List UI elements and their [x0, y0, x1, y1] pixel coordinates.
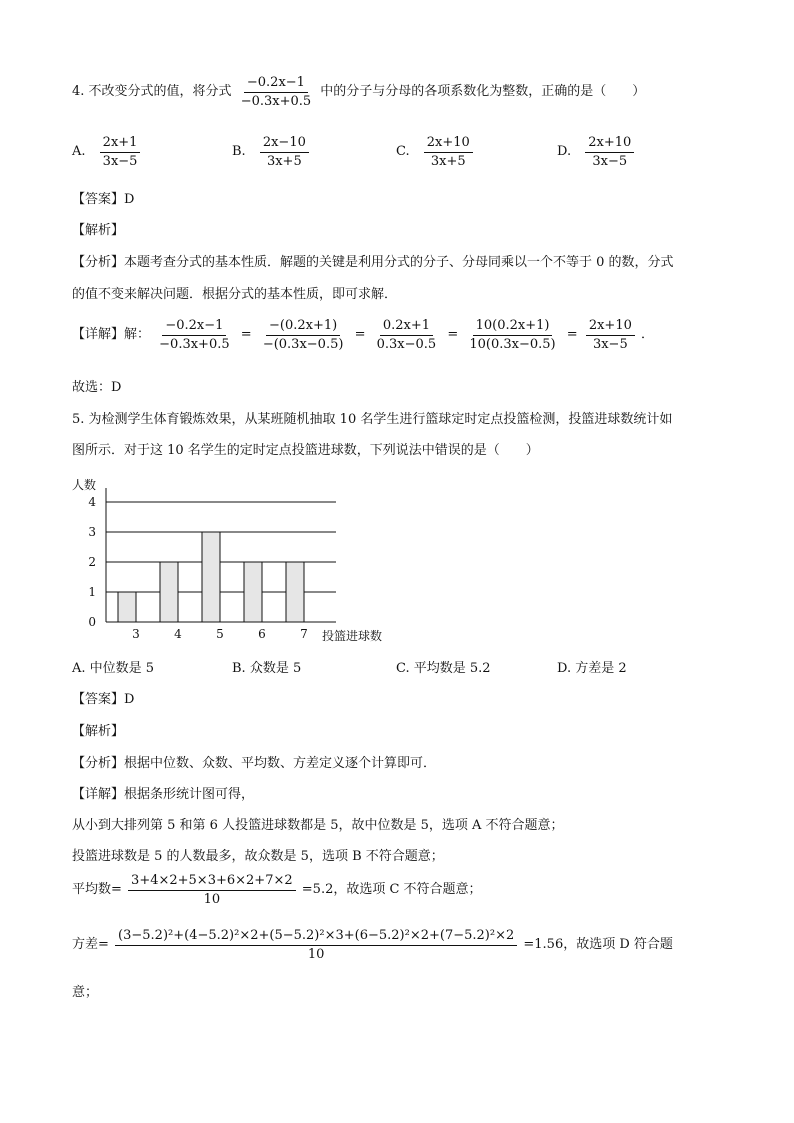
- bar-5: [202, 532, 220, 622]
- q4-step-4: [466, 318, 558, 354]
- q5-var-den: 10: [307, 947, 325, 963]
- q4-option-d-label: D.: [557, 144, 572, 160]
- q4-detail: [72, 318, 654, 354]
- q5-option-b-text: 众数是 5: [249, 661, 302, 676]
- q4-step-3-num: 0.2x+1: [380, 318, 433, 336]
- q4-option-d-den: 3x−5: [592, 154, 628, 170]
- q4-option-b-den: 3x+5: [266, 154, 302, 170]
- q4-option-c-num: 2x+10: [424, 135, 473, 153]
- q5-mean-line: [72, 873, 482, 909]
- q4-option-d: [557, 135, 636, 171]
- q4-step-5: [586, 318, 635, 354]
- q4-fenxi-line2: 的值不变来解决问题．根据分式的基本性质，即可求解．: [72, 287, 398, 302]
- q5-option-b-label: B.: [232, 661, 246, 676]
- q4-step-1-num: −0.2x−1: [162, 318, 226, 336]
- q4-option-c-frac: [424, 135, 473, 171]
- q5-mean-num: 3+4×2+5×3+6×2+7×2: [128, 873, 296, 891]
- q4-stem: [72, 75, 645, 111]
- q5-option-a: [72, 661, 154, 678]
- q4-option-d-num: 2x+10: [585, 135, 634, 153]
- q4-answer: 【答案】D: [72, 192, 135, 207]
- q5-answer: 【答案】D: [72, 692, 135, 707]
- q5-var-result: =1.56，故选项 D 符合题: [523, 937, 673, 953]
- q5-var-tail: 意；: [72, 985, 99, 1000]
- q4-option-b-frac: [260, 135, 309, 171]
- q4-option-b: [232, 135, 311, 171]
- q5-mean-result: =5.2，故选项 C 不符合题意；: [301, 882, 482, 898]
- q4-step-1-den: −0.3x+0.5: [159, 337, 230, 353]
- bar-6: [244, 562, 262, 622]
- x-tick-label: 5: [216, 627, 224, 641]
- q5-stem-line1: 5. 为检测学生体育锻炼效果，从某班随机抽取 10 名学生进行篮球定时定点投篮检测，投篮进球数统计如: [72, 412, 673, 427]
- q5-option-c-text: 平均数是 5.2: [413, 661, 491, 676]
- q4-fenxi-line1: 【分析】本题考查分式的基本性质．解题的关键是利用分式的分子、分母同乘以一个不等于 0 的数，分式: [72, 255, 674, 270]
- q5-mean-den: 10: [203, 892, 221, 908]
- q5-option-d-label: D.: [557, 661, 572, 676]
- q4-step-5-num: 2x+10: [586, 318, 635, 336]
- q4-detail-label: 【详解】解：: [72, 327, 151, 343]
- q5-option-a-label: A.: [72, 661, 86, 676]
- q4-step-3: [374, 318, 440, 354]
- q4-stem-frac-num: −0.2x−1: [244, 75, 308, 93]
- y-axis-title: 人数: [72, 478, 97, 492]
- y-tick-label: 1: [88, 585, 96, 599]
- x-tick-label: 3: [132, 627, 140, 641]
- q5-detail-line2: 从小到大排列第 5 和第 6 人投篮进球数都是 5，故中位数是 5，选项 A 不符合题意；: [72, 818, 564, 833]
- q5-fenxi: 【分析】根据中位数、众数、平均数、方差定义逐个计算即可．: [72, 756, 437, 771]
- q4-step-4-num: 10(0.2x+1): [473, 318, 553, 336]
- q5-option-d: [557, 661, 627, 678]
- q4-option-c: [396, 135, 475, 171]
- equals-sign: =: [354, 327, 366, 343]
- q5-variance-line: [72, 928, 673, 964]
- equals-sign: =: [447, 327, 459, 343]
- q5-option-c-label: C.: [396, 661, 410, 676]
- q4-option-a-label: A.: [72, 144, 86, 160]
- q4-option-a-num: 2x+1: [100, 135, 141, 153]
- q5-option-d-text: 方差是 2: [575, 661, 627, 676]
- q5-option-b: [232, 661, 301, 678]
- q5-jiexi: 【解析】: [72, 724, 125, 739]
- q4-step-3-den: 0.3x−0.5: [376, 337, 437, 353]
- q4-end-dot: ．: [641, 327, 655, 343]
- q4-option-a-den: 3x−5: [102, 154, 138, 170]
- q5-detail-line1: 【详解】根据条形统计图可得，: [72, 787, 255, 802]
- q5-var-num: (3−5.2)²+(4−5.2)²×2+(5−5.2)²×3+(6−5.2)²×2+(7−5.2)²×2: [115, 928, 517, 946]
- q4-jiexi: 【解析】: [72, 223, 125, 238]
- q5-mean-label: 平均数=: [72, 882, 122, 898]
- x-axis-title: 投篮进球数: [322, 629, 383, 643]
- q4-prefix: 4. 不改变分式的值，将分式: [72, 84, 232, 100]
- q4-option-a: [72, 135, 142, 171]
- q4-step-1: [156, 318, 232, 354]
- bar-chart: [60, 472, 410, 652]
- q4-suffix: 中的分子与分母的各项系数化为整数，正确的是（ ）: [320, 84, 646, 100]
- q4-option-c-den: 3x+5: [430, 154, 466, 170]
- q4-step-2-den: −(0.3x−0.5): [262, 337, 344, 353]
- x-tick-label: 4: [174, 627, 182, 641]
- q4-step-2: [260, 318, 347, 354]
- q5-option-c: [396, 661, 491, 678]
- q4-guxuan: 故选：D: [72, 380, 122, 395]
- q5-var-label: 方差=: [72, 937, 109, 953]
- q5-mean-fraction: [128, 873, 296, 909]
- q5-var-fraction: [115, 928, 517, 964]
- y-tick-label: 0: [88, 615, 96, 629]
- bar-4: [160, 562, 178, 622]
- equals-sign: =: [566, 327, 578, 343]
- y-tick-label: 3: [88, 525, 96, 539]
- x-tick-label: 6: [258, 627, 266, 641]
- q4-step-4-den: 10(0.3x−0.5): [469, 337, 556, 353]
- y-tick-label: 2: [88, 555, 96, 569]
- q4-option-a-frac: [100, 135, 141, 171]
- q5-option-a-text: 中位数是 5: [89, 661, 155, 676]
- q4-option-d-frac: [585, 135, 634, 171]
- bar-7: [286, 562, 304, 622]
- q5-stem-line2: 图所示．对于这 10 名学生的定时定点投篮进球数，下列说法中错误的是（ ）: [72, 443, 539, 458]
- q4-option-b-num: 2x−10: [260, 135, 309, 153]
- q4-option-c-label: C.: [396, 144, 410, 160]
- q4-step-2-num: −(0.2x+1): [266, 318, 340, 336]
- q4-stem-frac-den: −0.3x+0.5: [240, 94, 312, 110]
- x-tick-label: 7: [300, 627, 308, 641]
- equals-sign: =: [240, 327, 252, 343]
- y-tick-label: 4: [88, 495, 96, 509]
- q5-detail-line3: 投篮进球数是 5 的人数最多，故众数是 5，选项 B 不符合题意；: [72, 849, 444, 864]
- q4-step-5-den: 3x−5: [592, 337, 628, 353]
- bar-3: [118, 592, 136, 622]
- q4-stem-fraction: [238, 75, 314, 111]
- q4-option-b-label: B.: [232, 144, 246, 160]
